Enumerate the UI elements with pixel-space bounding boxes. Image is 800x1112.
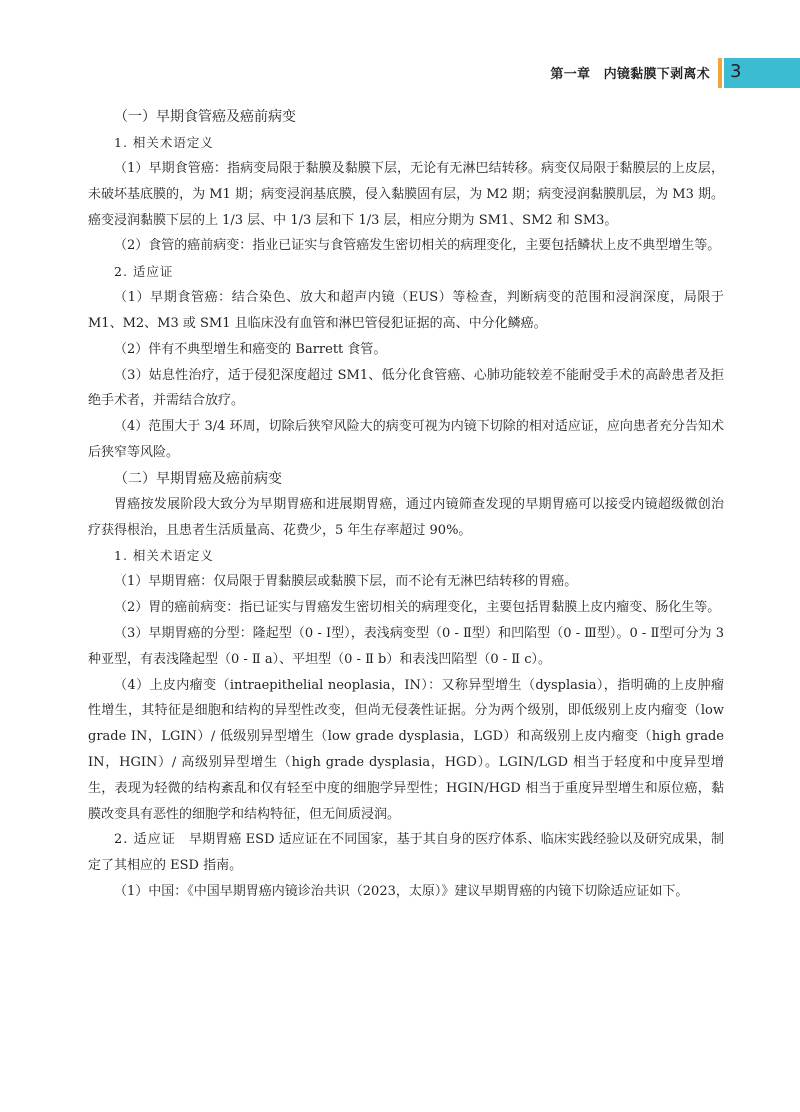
paragraph: （2）胃的癌前病变：指已证实与胃癌发生密切相关的病理变化，主要包括胃黏膜上皮内瘤变、肠化生等。 <box>114 600 721 616</box>
page-number: 3 <box>730 61 742 82</box>
paragraph: （2）食管的癌前病变：指业已证实与食管癌发生密切相关的病理变化，主要包括鳞状上皮不典型增生等。 <box>114 238 721 254</box>
subheading-terms-esophageal: 1. 相关术语定义 <box>114 135 214 150</box>
paragraph: （2）伴有不典型增生和癌变的 Barrett 食管。 <box>114 341 387 357</box>
page-body <box>88 104 724 905</box>
paragraph: （1）中国：《中国早期胃癌内镜诊治共识（2023，太原）》建议早期胃癌的内镜下切除适应证如下。 <box>114 883 689 899</box>
paragraph-indications-gastric <box>88 827 724 879</box>
page-number-tab <box>724 58 800 88</box>
paragraph: 胃癌按发展阶段大致分为早期胃癌和进展期胃癌，通过内镜筛查发现的早期胃癌可以接受内镜超级微创治疗获得根治，且患者生活质量高、花费少，5 年生存率超过 90%。 <box>88 496 724 538</box>
subheading-terms-gastric: 1. 相关术语定义 <box>114 548 214 564</box>
section-heading-esophageal: （一）早期食管癌及癌前病变 <box>114 109 296 125</box>
subheading-indications-gastric: 2. 适应证 <box>114 832 176 848</box>
subheading-indications-esophageal: 2. 适应证 <box>114 264 174 280</box>
page-header <box>0 58 800 88</box>
chapter-title: 第一章 内镜黏膜下剥离术 <box>550 67 710 82</box>
paragraph: （1）早期胃癌：仅局限于胃黏膜层或黏膜下层，而不论有无淋巴结转移的胃癌。 <box>114 574 578 590</box>
paragraph: （1）早期食管癌：指病变局限于黏膜及黏膜下层，无论有无淋巴结转移。病变仅局限于黏膜层的上皮层，未破坏基底膜的，为 M1 期；病变浸润基底膜，侵入黏膜固有层，为 M2 期；病变浸润黏膜肌层，为 M3 期。癌变浸润黏膜下层的上 1/3 层、中 1/3 层和下 1/3 层，相应分期为 SM1、SM2 和 SM3。 <box>88 161 724 228</box>
section-heading-gastric: （二）早期胃癌及癌前病变 <box>114 470 282 487</box>
paragraph: （4）范围大于 3/4 环周，切除后狭窄风险大的病变可视为内镜下切除的相对适应证，应向患者充分告知术后狭窄等风险。 <box>88 419 724 460</box>
indications-text: 早期胃癌 ESD 适应证在不同国家，基于其自身的医疗体系、临床实践经验以及研究成果，制定了其相应的 ESD 指南。 <box>88 832 724 874</box>
paragraph: （1）早期食管癌：结合染色、放大和超声内镜（EUS）等检查，判断病变的范围和浸润深度，局限于 M1、M2、M3 或 SM1 且临床没有血管和淋巴管侵犯证据的高、中分化鳞癌。 <box>88 290 724 331</box>
paragraph: （3）姑息性治疗，适于侵犯深度超过 SM1、低分化食管癌、心肺功能较差不能耐受手术的高龄患者及拒绝手术者，并需结合放疗。 <box>88 367 724 409</box>
header-accent-bar <box>718 58 722 88</box>
paragraph: （4）上皮内瘤变（intraepithelial neoplasia，IN）：又称异型增生（dysplasia），指明确的上皮肿瘤性增生，其特征是细胞和结构的异型性改变，但尚无侵袭性证据。分为两个级别，即低级别上皮内瘤变（low grade IN，LGIN）/ 低级别异型增生（low grade dysplasia，LGD）和高级别上皮内瘤变（high grade IN，HGIN）/ 高级别异型增生（high grade dysplasia，HGD）。LGIN/LGD 相当于轻度和中度异型增生，表现为轻微的结构紊乱和仅有轻至中度的细胞学异型性；HGIN/HGD 相当于重度异型增生和原位癌，黏膜改变具有恶性的细胞学和结构特征，但无间质浸润。 <box>88 677 724 822</box>
paragraph: （3）早期胃癌的分型：隆起型（0 - Ⅰ型），表浅病变型（0 - Ⅱ型）和凹陷型（0 - Ⅲ型）。0 - Ⅱ型可分为 3 种亚型，有表浅隆起型（0 - Ⅱ a）、平坦型（0 - Ⅱ b）和表浅凹陷型（0 - Ⅱ c）。 <box>88 625 724 667</box>
